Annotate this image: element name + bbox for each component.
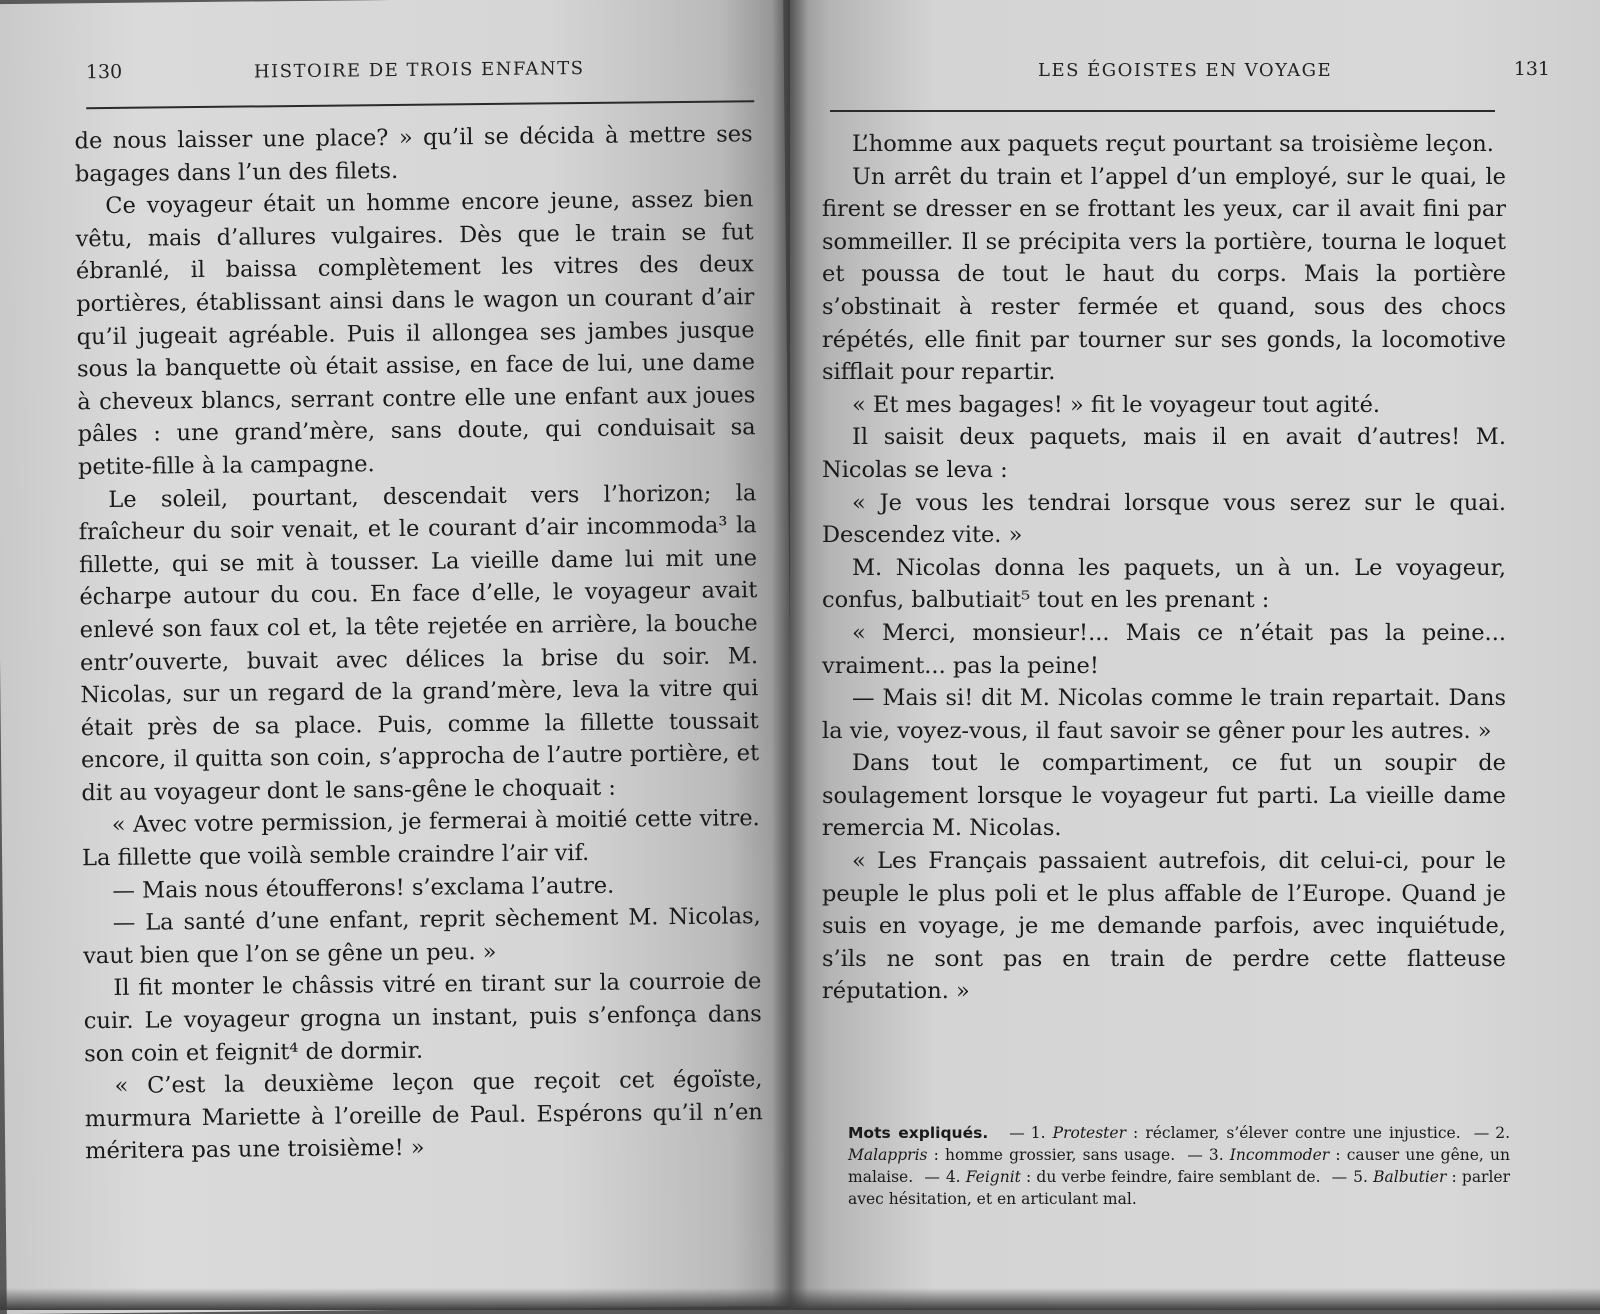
left-running-title: HISTOIRE DE TROIS ENFANTS — [253, 57, 585, 83]
right-running-head — [830, 58, 1550, 88]
footnote-separator: — — [924, 1168, 940, 1186]
right-paragraph: « Je vous les tendrai lorsque vous serez sur le quai. Descendez vite. » — [822, 489, 1506, 549]
footnote-number: 2. — [1495, 1124, 1511, 1142]
footnote-definition: : du verbe feindre, faire semblant de. — [1020, 1168, 1326, 1186]
right-paragraph: — Mais si! dit M. Nicolas comme le train repartait. Dans la vie, voyez-vous, il faut savoir se gêner pour les autres. » — [822, 685, 1506, 744]
page-bottom-edge — [0, 1288, 1600, 1310]
right-paragraph: « Merci, monsieur!... Mais ce n’était pas la peine... vraiment... pas la peine! — [822, 619, 1506, 679]
left-header-rule — [86, 100, 754, 109]
footnote-definition: : homme grossier, sans usage. — [927, 1146, 1182, 1164]
right-page — [790, 0, 1600, 1310]
footnote-definition: : réclamer, s’élever contre une injustice. — [1126, 1124, 1468, 1142]
footnote-number: 1. — [1030, 1124, 1053, 1142]
left-paragraph: « C’est la deuxième leçon que reçoit cet égoïste, murmura Mariette à l’oreille de Paul. Espérons qu’il n’en méritera pas une troisième! » — [84, 1066, 763, 1165]
left-body-text — [74, 118, 763, 1168]
footnote-term: Protester — [1052, 1124, 1126, 1142]
right-page-number: 131 — [1513, 58, 1550, 80]
footnote-number: 5. — [1353, 1168, 1374, 1186]
footnote-number: 4. — [945, 1168, 966, 1186]
right-paragraph: Un arrêt du train et l’appel d’un employé, sur le quai, le firent se dresser en se frottant les yeux, car il avait fini par sommeiller. Il se précipita vers la portière, tourna le loquet et poussa de tout le haut du corps. Mais la portière s’obstinait à rester fermée et quand, sous des chocs répétés, elle finit par tourner sur ses gonds, la locomotive sifflait pour repartir. — [822, 163, 1506, 386]
footnote-term: Malappris — [848, 1146, 928, 1164]
footnote-separator: — — [1473, 1124, 1490, 1142]
left-paragraph: Ce voyageur était un homme encore jeune, assez bien vêtu, mais d’allures vulgaires. Dès que le train se fut ébranlé, il baissa complètement les vitres des deux portières, établissant ainsi dans le wagon un courant d’air qu’il jugeait agréable. Puis il allongea ses jambes jusque sous la banquette où était assise, en face de lui, une dame à cheveux blancs, serrant contre elle une enfant aux joues pâles : une grand’mère, sans doute, qui conduisait sa petite-fille à la campagne. — [75, 186, 756, 481]
left-paragraph: « Avec votre permission, je fermerai à moitié cette vitre. La fillette que voilà semble craindre l’air vif. — [81, 805, 760, 872]
footnote-definition: : parler avec hésitation, et en articulant mal. — [848, 1168, 1511, 1208]
left-paragraph: — Mais nous étoufferons! s’exclama l’autre. — [112, 872, 615, 904]
footnote-definition: : causer une gêne, un malaise. — [848, 1146, 1510, 1186]
footnote-separator: — — [1331, 1168, 1348, 1186]
footnote-term: Incommoder — [1229, 1146, 1330, 1164]
left-page — [0, 0, 797, 1314]
book-gutter — [772, 0, 808, 1310]
left-paragraph: Le soleil, pourtant, descendait vers l’horizon; la fraîcheur du soir venait, et le courant d’air incommoda³ la fillette, qui se mit à tousser. La vieille dame lui mit une écharpe autour du cou. En face d’elle, le voyageur avait enlevé son faux col et, la tête rejetée en arrière, la bouche entr’ouverte, buvait avec délices la brise du soir. M. Nicolas, sur un regard de la grand’mère, leva la vitre qui était près de sa place. Puis, comme la fillette toussait encore, il quitta son coin, s’approcha de l’autre portière, et dit au voyageur dont le sans-gêne le choquait : — [78, 479, 760, 807]
right-paragraph: M. Nicolas donna les paquets, un à un. Le voyageur, confus, balbutiait⁵ tout en les prenant : — [822, 554, 1506, 614]
right-paragraph: « Les Français passaient autrefois, dit celui-ci, pour le peuple le plus poli et le plus affable de l’Europe. Quand je suis en voyage, je me demande parfois, avec inquiétude, s’ils ne sont pas en train de perdre cette flatteuse réputation. » — [822, 848, 1506, 1005]
footnote-separator: — — [1187, 1146, 1203, 1164]
left-paragraph: — La santé d’une enfant, reprit sèchement M. Nicolas, vaut bien que l’on se gêne un peu. » — [83, 903, 761, 970]
left-running-head — [86, 54, 756, 91]
right-body-text — [822, 128, 1506, 1008]
footnotes — [848, 1122, 1510, 1210]
footnote-separator: — — [1009, 1124, 1025, 1142]
left-page-number: 130 — [85, 60, 123, 84]
left-paragraph: de nous laisser une place? » qu’il se décida à mettre ses bagages dans l’un des filets. — [74, 121, 753, 187]
right-paragraph: « Et mes bagages! » fit le voyageur tout agité. — [852, 391, 1381, 418]
footnotes-heading: Mots expliqués. — [848, 1124, 989, 1142]
right-paragraph: L’homme aux paquets reçut pourtant sa troisième leçon. — [852, 131, 1494, 157]
footnote-number: 3. — [1208, 1146, 1230, 1164]
footnote-term: Balbutier — [1373, 1168, 1447, 1186]
right-header-rule — [830, 110, 1495, 112]
left-paragraph: Il fit monter le châssis vitré en tirant sur la courroie de cuir. Le voyageur grogna un instant, puis s’enfonça dans son coin et feignit⁴ de dormir. — [83, 968, 762, 1067]
right-paragraph: Dans tout le compartiment, ce fut un soupir de soulagement lorsque le voyageur fut parti. La vieille dame remercia M. Nicolas. — [822, 750, 1506, 842]
right-running-title: LES ÉGOISTES EN VOYAGE — [1038, 60, 1333, 81]
right-paragraph: Il saisit deux paquets, mais il en avait d’autres! M. Nicolas se leva : — [822, 424, 1506, 483]
footnote-term: Feignit — [965, 1168, 1021, 1186]
